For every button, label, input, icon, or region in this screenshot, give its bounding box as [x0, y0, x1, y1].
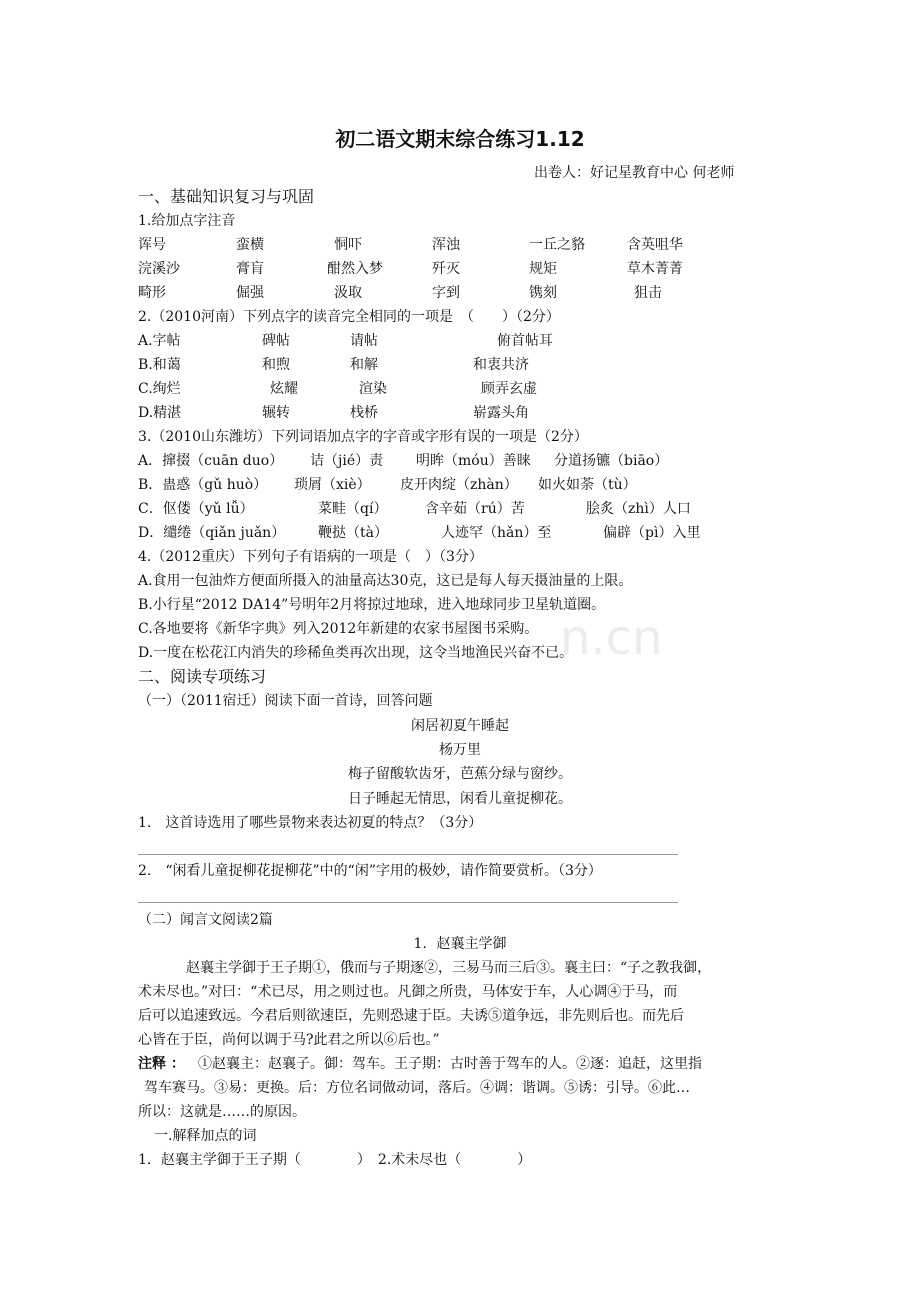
q3-option: 人迹罕（hǎn）至 — [441, 525, 552, 541]
q1-word: 恫吓 — [334, 237, 362, 253]
q1-word: 浣溪沙 — [138, 261, 180, 277]
q1-word: 规矩 — [529, 261, 557, 277]
q2-option: 栈桥 — [350, 405, 378, 421]
q3-option: B．蛊惑（gǔ huò） — [138, 477, 268, 493]
poem-line: 梅子留酸软齿牙，芭蕉分绿与窗纱。 — [348, 766, 572, 782]
q1-word: 含英咀华 — [627, 237, 683, 253]
notes-line: 驾车赛马。③易：更换。后：方位名词做动词，落后。④调：谐调。⑤诱：引导。⑥此… — [144, 1080, 690, 1096]
q1-word: 膏肓 — [236, 261, 264, 277]
q3-option: 分道扬镳（biāo） — [554, 453, 669, 469]
q3-option: 如火如荼（tù） — [538, 477, 637, 493]
notes-line: 所以：这就是……的原因。 — [138, 1104, 306, 1120]
q3-option: 菜畦（qí） — [318, 501, 388, 517]
q2-option: 和衷共济 — [473, 357, 529, 373]
section2-heading: 二、阅读专项练习 — [138, 667, 267, 686]
q1-word: 镌刻 — [529, 285, 557, 301]
sub-heading: 一.解释加点的词 — [154, 1128, 257, 1144]
poem-line: 日子睡起无情思，闲看儿童捉柳花。 — [348, 791, 572, 807]
q2-option: 渲染 — [359, 381, 387, 397]
passage-line: 后可以追速致远。今君后则欲速臣，先则恐逮于臣。夫诱⑤道争远，非先则后也。而先后 — [138, 1008, 684, 1024]
q4-option: D.一度在松花江内消失的珍稀鱼类再次出现，这令当地渔民兴奋不已。 — [138, 645, 574, 661]
notes-label: 注释 ： — [138, 1056, 185, 1072]
q3-option: 诘（jié）责 — [310, 453, 384, 469]
q2-option: 辗转 — [262, 405, 290, 421]
q3-option: A．撺掇（cuān duo） — [138, 453, 284, 469]
q2-option: 俯首帖耳 — [497, 333, 553, 349]
poem-question-1: 1. 这首诗选用了哪些景物来表达初夏的特点？（3分） — [138, 815, 483, 831]
q1-word: 歼灭 — [432, 261, 460, 277]
page-title: 初二语文期末综合练习1.12 — [335, 127, 585, 151]
q2-prompt: 2.（2010河南）下列点字的读音完全相同的一项是 （ ）（2分） — [138, 309, 560, 325]
q2-option: A.字帖 — [138, 333, 181, 349]
q3-option: D．缱绻（qiǎn juǎn） — [138, 525, 286, 541]
q1-word: 酣然入梦 — [327, 261, 383, 277]
q1-word: 一丘之貉 — [529, 237, 585, 253]
answer-line[interactable] — [138, 854, 678, 855]
q2-option: 和煦 — [262, 357, 290, 373]
q3-option: 含辛茹（rú）苦 — [425, 501, 525, 517]
reading-part1-intro: （一）（2011宿迁）阅读下面一首诗，回答问题 — [138, 693, 433, 709]
q4-option: C.各地要将《新华字典》列入2012年新建的农家书屋图书采购。 — [138, 621, 539, 637]
answer-line[interactable] — [138, 902, 678, 903]
q1-word: 狙击 — [634, 285, 662, 301]
q4-option: B.小行星“2012 DA14”号明年2月将掠过地球，进入地球同步卫星轨道圈。 — [138, 597, 606, 613]
q1-word: 汲取 — [334, 285, 362, 301]
q3-option: 皮开肉绽（zhàn） — [400, 477, 518, 493]
q1-word: 浑浊 — [432, 237, 460, 253]
poem-author: 杨万里 — [439, 742, 481, 758]
q2-option: D.精湛 — [138, 405, 182, 421]
passage-line: 术未尽也。”对曰：“术已尽，用之则过也。凡御之所贵，马体安于车，人心调④于马，而 — [138, 984, 678, 1000]
q2-option: 顾弄玄虚 — [481, 381, 537, 397]
q1-word: 草木菁菁 — [627, 261, 683, 277]
poem-question-2: 2. “闲看儿童捉柳花捉柳花”中的“闲”字用的极妙，请作简要赏析。（3分） — [138, 863, 602, 879]
q1-prompt: 1.给加点字注音 — [138, 213, 236, 229]
q3-option: 明眸（móu）善睐 — [416, 453, 531, 469]
q3-option: C．伛偻（yǔ lǚ） — [138, 501, 254, 517]
q1-word: 字到 — [432, 285, 460, 301]
poem-title: 闲居初夏午睡起 — [411, 718, 509, 734]
q3-option: 脍炙（zhì）人口 — [586, 501, 691, 517]
q4-prompt: 4.（2012重庆）下列句子有语病的一项是（ ）（3分） — [138, 549, 483, 565]
q1-word: 诨号 — [138, 237, 166, 253]
q4-option: A.食用一包油炸方便面所摄入的油量高达30克，这已是每人每天摄油量的上限。 — [138, 573, 633, 589]
passage-title: 1．赵襄主学御 — [413, 936, 507, 952]
q1-word: 倔强 — [236, 285, 264, 301]
q2-option: C.绚烂 — [138, 381, 181, 397]
passage-line: 心皆在于臣，尚何以调于马?此君之所以⑥后也。” — [138, 1032, 440, 1048]
fill-question: 1．赵襄主学御于王子期（ ） 2.术未尽也（ ） — [138, 1152, 532, 1168]
q2-option: 和解 — [350, 357, 378, 373]
q3-option: 偏辟（pì）入里 — [603, 525, 701, 541]
q2-option: 请帖 — [350, 333, 378, 349]
q1-word: 畸形 — [138, 285, 166, 301]
q3-option: 琐屑（xiè） — [294, 477, 371, 493]
section1-heading: 一、基础知识复习与巩固 — [138, 187, 315, 206]
watermark: n.cn — [560, 610, 663, 666]
q2-option: B.和蔼 — [138, 357, 181, 373]
q3-prompt: 3.（2010山东潍坊）下列词语加点字的字音或字形有误的一项是（2分） — [138, 429, 588, 445]
q2-option: 碑帖 — [262, 333, 290, 349]
q3-option: 鞭挞（tà） — [318, 525, 388, 541]
reading-part2-intro: （二）闻言文阅读2篇 — [138, 912, 273, 928]
author-line: 出卷人：好记星教育中心 何老师 — [534, 165, 735, 181]
q2-option: 炫耀 — [270, 381, 298, 397]
passage-line: 赵襄主学御于王子期①，俄而与子期逐②，三易马而三后③。襄主曰：“子之教我御， — [186, 960, 712, 976]
notes-line: ①赵襄主：赵襄子。御：驾车。王子期：古时善于驾车的人。②逐：追赶，这里指 — [198, 1056, 702, 1072]
q2-option: 崭露头角 — [473, 405, 529, 421]
q1-word: 蛮横 — [236, 237, 264, 253]
